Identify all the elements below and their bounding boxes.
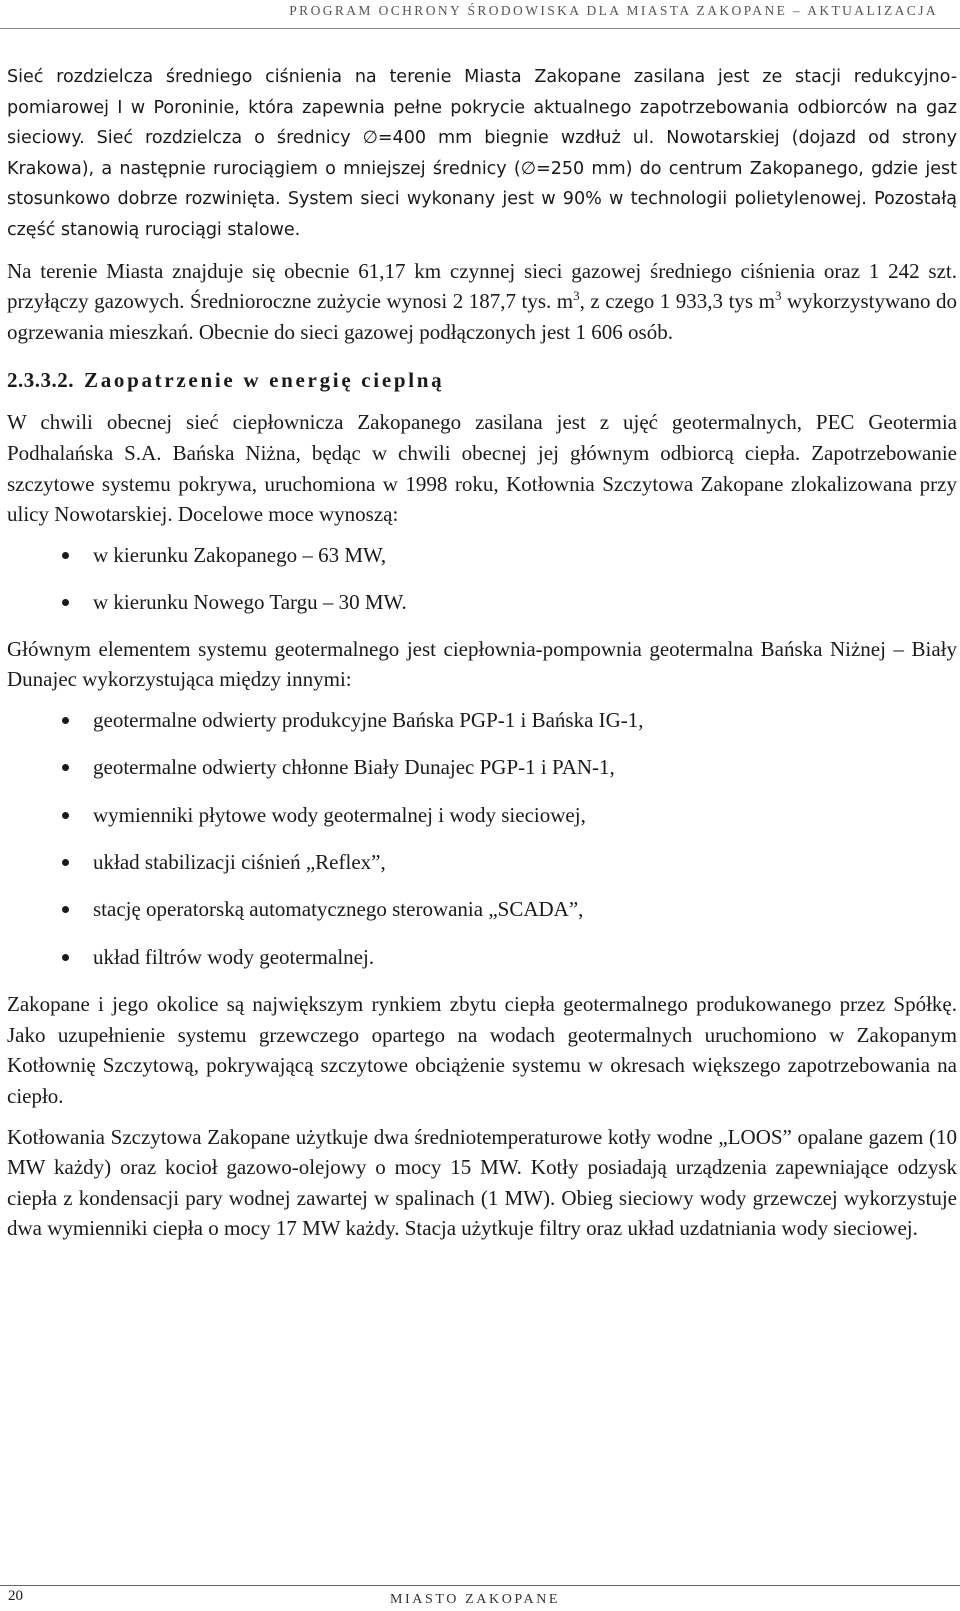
list-item-text: geotermalne odwierty chłonne Biały Dunajec PGP-1 i PAN-1, <box>93 755 615 780</box>
list-item-text: wymienniki płytowe wody geotermalnej i wody sieciowej, <box>93 802 586 827</box>
paragraph-gas-network: Sieć rozdzielcza średniego ciśnienia na terenie Miasta Zakopane zasilana jest ze stacji redukcyjno-pomiarowej I w Poroninie, która zapewnia pełne pokrycie aktualnego zapotrzebowania odbiorców na gaz sieciowy. Sieć rozdzielcza o średnicy ∅=400 mm biegnie wzdłuż ul. Nowotarskiej (dojazd od strony Krakowa), a następnie rurociągiem o mniejszej średnicy (∅=250 mm) do centrum Zakopanego, gdzie jest stosunkowo dobrze rozwinięta. System sieci wykonany jest w 90% w technologii polietylenowej. Pozostałą część stanowią rurociągi stalowe. <box>7 67 957 240</box>
bullet-icon <box>62 599 69 606</box>
list-item <box>7 540 957 571</box>
bullet-icon <box>62 552 69 559</box>
bullet-icon <box>62 906 69 913</box>
list-item <box>7 894 957 925</box>
power-list <box>7 540 957 618</box>
list-item-text: w kierunku Nowego Targu – 30 MW. <box>93 589 407 614</box>
superscript-cubic-2: 3 <box>774 288 782 304</box>
footer-rule <box>0 1585 960 1586</box>
list-item <box>7 800 957 831</box>
list-item <box>7 942 957 973</box>
page-number: 20 <box>8 1588 23 1604</box>
list-item-text: w kierunku Zakopanego – 63 MW, <box>93 542 387 567</box>
list-item <box>7 705 957 736</box>
bullet-icon <box>62 717 69 724</box>
bullet-icon <box>62 954 69 961</box>
bullet-icon <box>62 859 69 866</box>
footer-title: MIASTO ZAKOPANE <box>390 1592 561 1607</box>
header-rule <box>0 28 960 29</box>
paragraph-heating-network: W chwili obecnej sieć ciepłownicza Zakopanego zasilana jest z ujęć geotermalnych, PEC Geotermia Podhalańska S.A. Bańska Niżna, będąc w chwili obecnej jej głównym odbiorcą ciepła. Zapotrzebowanie szczytowe systemu pokrywa, uruchomiona w 1998 roku, Kotłownia Szczytowa Zakopane zlokalizowana przy ulicy Nowotarskiej. Docelowe moce wynoszą: <box>7 410 957 527</box>
running-header: PROGRAM OCHRONY ŚRODOWISKA DLA MIASTA ZAKOPANE – AKTUALIZACJA <box>289 3 938 18</box>
list-item <box>7 752 957 783</box>
list-item-text: układ filtrów wody geotermalnej. <box>93 944 375 969</box>
gas-stats-text-3: wykorzystywano do ogrzewania mieszkań. Obecnie do sieci gazowej podłączonych jest 1 606 osób. <box>7 289 958 344</box>
list-item-text: układ stabilizacji ciśnień „Reflex”, <box>93 850 386 875</box>
page-content <box>7 62 957 1254</box>
gas-stats-text-1: Na terenie Miasta znajduje się obecnie 61,17 km czynnej sieci gazowej średniego ciśnienia oraz 1 242 szt. przyłączy gazowych. Średnioroczne zużycie wynosi 2 187,7 tys. m <box>7 258 957 314</box>
paragraph-heat-market: Zakopane i jego okolice są największym rynkiem zbytu ciepła geotermalnego produkowanego przez Spółkę. Jako uzupełnienie systemu grzewczego opartego na wodach geotermalnych uruchomiono w Zakopanym Kotłownię Szczytową, pokrywającą szczytowe obciążenie systemu w okresach większego zapotrzebowania na ciepło. <box>7 992 957 1108</box>
list-item-text: stację operatorską automatycznego sterowania „SCADA”, <box>93 897 584 922</box>
list-item <box>7 587 957 618</box>
section-number: 2.3.3.2. <box>7 368 74 393</box>
gas-stats-text-2: , z czego 1 933,3 tys m <box>579 289 775 314</box>
list-item <box>7 847 957 878</box>
list-item-text: geotermalne odwierty produkcyjne Bańska PGP-1 i Bańska IG-1, <box>93 707 644 732</box>
paragraph-boiler-house: Kotłowania Szczytowa Zakopane użytkuje dwa średniotemperaturowe kotły wodne „LOOS” opalane gazem (10 MW każdy) oraz kocioł gazowo-olejowy o mocy 15 MW. Kotły posiadają urządzenia zapewniające odzysk ciepła z kondensacji pary wodnej zawartej w spalinach (1 MW). Obieg sieciowy wody grzewczej wykorzystuje dwa wymienniki ciepła o mocy 17 MW każdy. Stacja użytkuje filtry oraz układ uzdatniania wody sieciowej. <box>7 1124 957 1241</box>
bullet-icon <box>62 812 69 819</box>
paragraph-geothermal-system: Głównym elementem systemu geotermalnego jest ciepłownia-pompownia geotermalna Bańska Niżnej – Biały Dunajec wykorzystująca między innymi: <box>7 636 957 692</box>
geothermal-components-list <box>7 705 957 973</box>
bullet-icon <box>62 764 69 771</box>
section-title: Zaopatrzenie w energię cieplną <box>84 368 445 393</box>
section-heading <box>7 365 957 395</box>
superscript-cubic-1: 3 <box>573 288 580 304</box>
paragraph-gas-statistics <box>7 256 957 348</box>
